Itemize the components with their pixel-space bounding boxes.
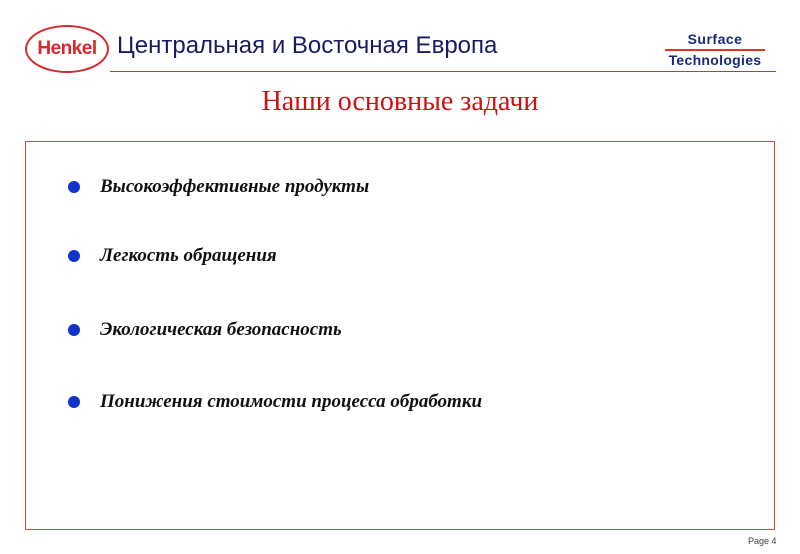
bullet-text: Экологическая безопасность — [100, 319, 342, 340]
list-item — [68, 245, 277, 267]
list-item — [68, 319, 342, 341]
surface-logo-bar — [665, 49, 765, 51]
page-number: Page 4 — [748, 536, 777, 546]
bullet-dot-icon — [68, 181, 80, 193]
surface-logo-line2: Technologies — [668, 52, 762, 68]
bullet-text: Понижения стоимости процесса обработки — [100, 391, 483, 412]
slide-title: Наши основные задачи — [261, 86, 539, 117]
bullet-dot-icon — [68, 396, 80, 408]
bullet-text: Высокоэффективные продукты — [100, 176, 370, 197]
henkel-logo-text: Henkel — [37, 38, 97, 59]
bullet-dot-icon — [68, 324, 80, 336]
bullet-text: Легкость обращения — [100, 245, 277, 266]
surface-technologies-logo — [650, 32, 780, 67]
list-item — [68, 176, 369, 198]
surface-logo-line1: Surface — [687, 31, 743, 47]
header-divider — [110, 71, 776, 72]
henkel-logo — [25, 25, 109, 73]
header-title: Центральная и Восточная Европа — [117, 32, 498, 59]
list-item — [68, 391, 482, 413]
bullet-dot-icon — [68, 250, 80, 262]
